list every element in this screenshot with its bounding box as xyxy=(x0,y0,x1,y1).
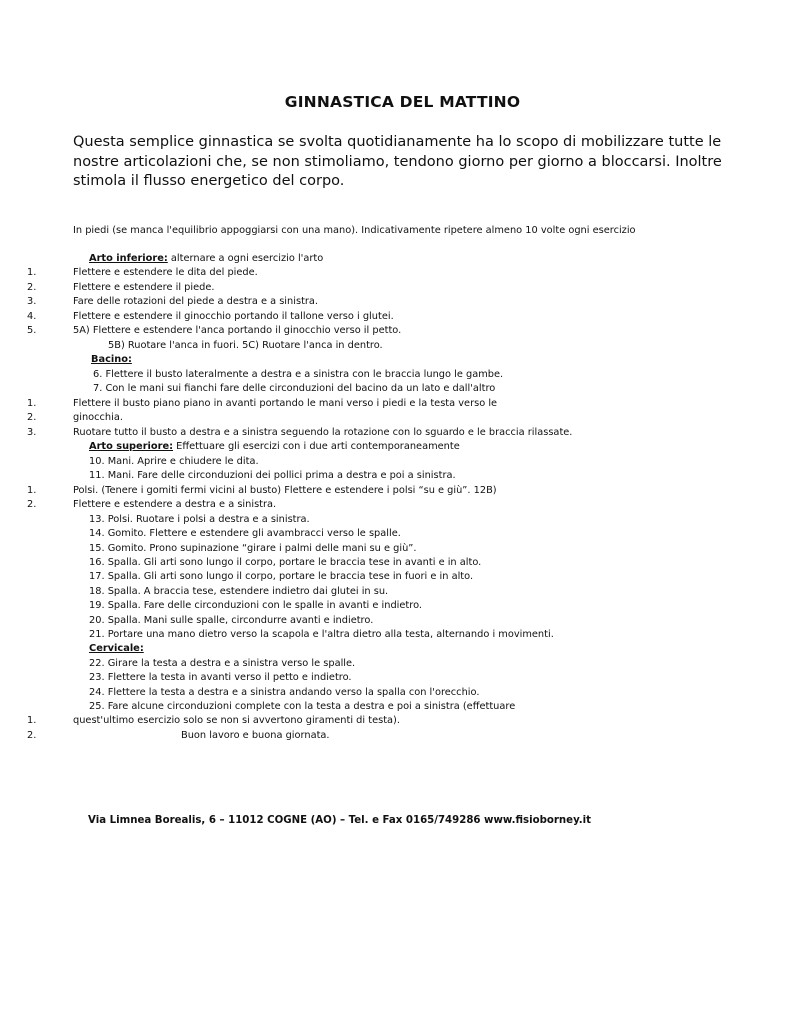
list-item: 14. Gomito. Flettere e estendere gli avambracci verso le spalle. xyxy=(89,528,401,539)
list-item: Fare delle rotazioni del piede a destra e a sinistra. xyxy=(73,296,319,307)
list-number: 1. xyxy=(27,715,37,726)
list-number: 2. xyxy=(27,282,37,293)
list-item: 17. Spalla. Gli arti sono lungo il corpo, portare le braccia tese in fuori e in alto. xyxy=(89,571,474,582)
list-item: Polsi. (Tenere i gomiti fermi vicini al busto) Flettere e estendere i polsi “su e giù”. 12B) xyxy=(73,485,497,496)
intro-paragraph: Questa semplice ginnastica se svolta quotidianamente ha lo scopo di mobilizzare tutte le nostre articolazioni che, se non stimoliamo, tendono giorno per giorno a bloccarsi. Inoltre stimola il flusso energetico del corpo. xyxy=(73,134,722,189)
section-heading: Arto superiore: xyxy=(89,441,174,452)
list-item: 5B) Ruotare l'anca in fuori. 5C) Ruotare l'anca in dentro. xyxy=(108,340,383,351)
list-item: 19. Spalla. Fare delle circonduzioni con le spalle in avanti e indietro. xyxy=(89,600,423,611)
list-item: 6. Flettere il busto lateralmente a destra e a sinistra con le braccia lungo le gambe. xyxy=(93,369,504,380)
list-item: ginocchia. xyxy=(73,412,123,423)
list-item: quest'ultimo esercizio solo se non si avvertono giramenti di testa). xyxy=(73,715,400,726)
list-number: 1. xyxy=(27,398,37,409)
section-heading: Cervicale: xyxy=(89,643,144,654)
section-cervicale xyxy=(89,642,144,656)
page-title: GINNASTICA DEL MATTINO xyxy=(284,93,521,111)
list-item: 5A) Flettere e estendere l'anca portando il ginocchio verso il petto. xyxy=(73,325,402,336)
list-item: 11. Mani. Fare delle circonduzioni dei pollici prima a destra e poi a sinistra. xyxy=(89,470,456,481)
list-number: 2. xyxy=(27,412,37,423)
section-heading: Arto inferiore: xyxy=(89,253,168,264)
list-number: 1. xyxy=(27,485,37,496)
list-item: 22. Girare la testa a destra e a sinistra verso le spalle. xyxy=(89,658,356,669)
section-bacino xyxy=(91,353,132,367)
list-item: Flettere e estendere le dita del piede. xyxy=(73,267,258,278)
list-item: 24. Flettere la testa a destra e a sinistra andando verso la spalla con l'orecchio. xyxy=(89,687,480,698)
list-item: Flettere e estendere il ginocchio portando il tallone verso i glutei. xyxy=(73,311,394,322)
instructions-text: In piedi (se manca l'equilibrio appoggiarsi con una mano). Indicativamente ripetere almeno 10 volte ogni esercizio xyxy=(73,225,636,236)
list-item: Flettere e estendere a destra e a sinistra. xyxy=(73,499,277,510)
list-item: 7. Con le mani sui fianchi fare delle circonduzioni del bacino da un lato e dall'altro xyxy=(93,383,496,394)
list-item: 10. Mani. Aprire e chiudere le dita. xyxy=(89,456,259,467)
list-number: 4. xyxy=(27,311,37,322)
section-note: alternare a ogni esercizio l'arto xyxy=(167,253,324,264)
section-note: Effettuare gli esercizi con i due arti contemporaneamente xyxy=(173,441,460,452)
list-item: 13. Polsi. Ruotare i polsi a destra e a sinistra. xyxy=(89,514,310,525)
footer-address: Via Limnea Borealis, 6 – 11012 COGNE (AO) – Tel. e Fax 0165/749286 www.fisioborney.it xyxy=(88,815,592,826)
section-arto-inferiore xyxy=(89,252,323,266)
list-number: 5. xyxy=(27,325,37,336)
list-number: 1. xyxy=(27,267,37,278)
list-number: 3. xyxy=(27,296,37,307)
section-arto-superiore xyxy=(89,440,460,454)
list-item: 21. Portare una mano dietro verso la scapola e l'altra dietro alla testa, alternando i movimenti. xyxy=(89,629,554,640)
list-number: 2. xyxy=(27,499,37,510)
list-number: 3. xyxy=(27,427,37,438)
list-item: 16. Spalla. Gli arti sono lungo il corpo, portare le braccia tese in avanti e in alto. xyxy=(89,557,482,568)
list-item: 20. Spalla. Mani sulle spalle, circondurre avanti e indietro. xyxy=(89,615,374,626)
list-number: 2. xyxy=(27,730,37,741)
list-item: 23. Flettere la testa in avanti verso il petto e indietro. xyxy=(89,672,352,683)
list-item: 25. Fare alcune circonduzioni complete con la testa a destra e poi a sinistra (effettuare xyxy=(89,701,516,712)
list-item: Flettere e estendere il piede. xyxy=(73,282,215,293)
list-item: Flettere il busto piano piano in avanti portando le mani verso i piedi e la testa verso le xyxy=(73,398,498,409)
list-item: Ruotare tutto il busto a destra e a sinistra seguendo la rotazione con lo sguardo e le braccia rilassate. xyxy=(73,427,573,438)
section-heading: Bacino: xyxy=(91,354,132,365)
closing-line: Buon lavoro e buona giornata. xyxy=(181,730,330,741)
list-item: 18. Spalla. A braccia tese, estendere indietro dai glutei in su. xyxy=(89,586,389,597)
list-item: 15. Gomito. Prono supinazione “girare i palmi delle mani su e giù”. xyxy=(89,543,417,554)
